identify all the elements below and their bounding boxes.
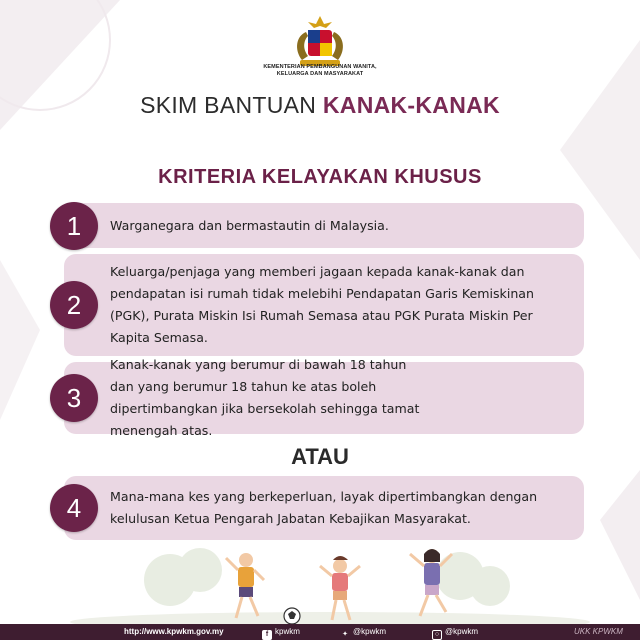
twitter-icon: ✦ xyxy=(340,630,350,640)
footer-facebook[interactable] xyxy=(262,624,300,640)
footer-unit: UKK KPWKM xyxy=(574,627,623,636)
government-crest-logo xyxy=(284,14,356,70)
criteria-item-2 xyxy=(64,254,584,356)
title-prefix: SKIM BANTUAN xyxy=(140,92,323,118)
children-playing-illustration xyxy=(0,540,640,628)
ministry-name-line1: KEMENTERIAN PEMBANGUNAN WANITA, xyxy=(263,64,377,70)
footer-website[interactable]: http://www.kpwkm.gov.my xyxy=(124,627,224,636)
criteria-number-1: 1 xyxy=(50,202,98,250)
footer-instagram[interactable] xyxy=(432,624,478,640)
criteria-item-4 xyxy=(64,476,584,540)
ministry-name xyxy=(250,64,390,78)
section-subtitle: KRITERIA KELAYAKAN KHUSUS xyxy=(158,166,482,188)
criteria-item-1 xyxy=(64,203,584,248)
facebook-handle: kpwkm xyxy=(275,627,300,636)
ministry-name-line2: KELUARGA DAN MASYARAKAT xyxy=(276,71,364,77)
criteria-text-1: Warganegara dan bermastautin di Malaysia. xyxy=(110,217,389,233)
footer-bar xyxy=(0,624,640,640)
title-accent: KANAK-KANAK xyxy=(322,92,500,118)
separator-atau: ATAU xyxy=(291,444,349,469)
criteria-text-2: Keluarga/penjaga yang memberi jagaan kepada kanak-kanak dan pendapatan isi rumah tidak melebihi Pendapatan Garis Kemiskinan (PGK), Purata Miskin Isi Rumah Semasa atau PGK Purata Miskin Per Kapita Semasa. xyxy=(110,264,534,345)
criteria-number-3: 3 xyxy=(50,374,98,422)
criteria-text-3: Kanak-kanak yang berumur di bawah 18 tahun dan yang berumur 18 tahun ke atas boleh dipertimbangkan jika bersekolah sehingga tamat menengah atas. xyxy=(110,357,420,438)
footer-twitter[interactable] xyxy=(340,624,386,640)
criteria-item-3 xyxy=(64,357,584,438)
twitter-handle: @kpwkm xyxy=(353,627,387,636)
criteria-number-2: 2 xyxy=(50,281,98,329)
facebook-icon: f xyxy=(262,630,272,640)
instagram-icon: ○ xyxy=(432,630,442,640)
instagram-handle: @kpwkm xyxy=(445,627,479,636)
page-title xyxy=(0,92,640,119)
criteria-number-4: 4 xyxy=(50,484,98,532)
criteria-text-4: Mana-mana kes yang berkeperluan, layak dipertimbangkan dengan kelulusan Ketua Pengarah Jabatan Kebajikan Masyarakat. xyxy=(110,489,538,526)
